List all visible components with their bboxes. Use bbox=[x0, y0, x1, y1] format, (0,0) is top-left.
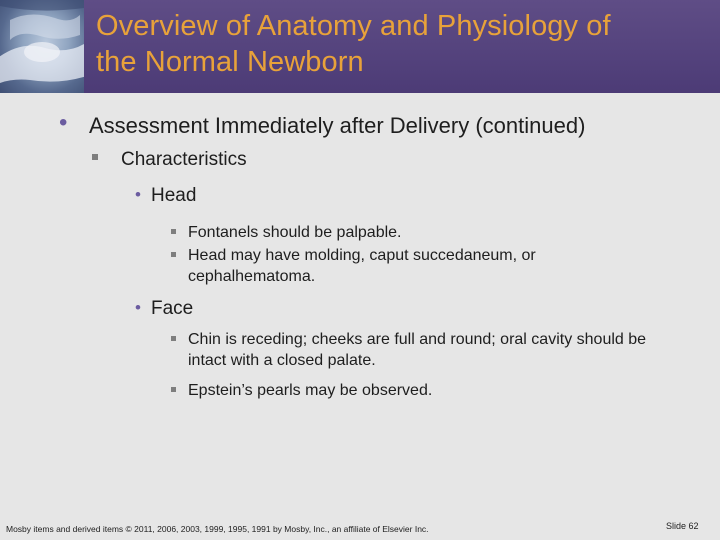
assessment-heading: Assessment Immediately after Delivery (continued) bbox=[89, 113, 586, 138]
title-line-1: Overview of Anatomy and Physiology of bbox=[96, 10, 611, 42]
head-item-2: Head may have molding, caput succedaneum, or cephalhematoma. bbox=[188, 247, 536, 285]
title-bar bbox=[0, 0, 720, 93]
square-bullet-icon bbox=[171, 252, 176, 257]
copyright-footer: Mosby items and derived items © 2011, 2006, 2003, 1999, 1995, 1991 by Mosby, Inc., an affiliate of Elsevier Inc. bbox=[6, 524, 429, 534]
square-bullet-icon bbox=[92, 154, 98, 160]
face-item-2: Epstein’s pearls may be observed. bbox=[188, 382, 433, 399]
newborn-hands-photo-icon bbox=[0, 0, 84, 93]
round-bullet-icon: • bbox=[59, 109, 68, 136]
face-item-1: Chin is receding; cheeks are full and round; oral cavity should be intact with a closed palate. bbox=[188, 331, 647, 369]
head-item-1: Fontanels should be palpable. bbox=[188, 224, 402, 241]
square-bullet-icon bbox=[171, 336, 176, 341]
characteristics-heading: Characteristics bbox=[121, 149, 247, 170]
face-label: Face bbox=[151, 298, 194, 319]
slide-number: Slide 62 bbox=[666, 521, 699, 531]
round-bullet-icon: • bbox=[135, 298, 141, 317]
square-bullet-icon bbox=[171, 229, 176, 234]
square-bullet-icon bbox=[171, 387, 176, 392]
page-title bbox=[96, 8, 716, 80]
head-label: Head bbox=[151, 185, 197, 206]
title-line-2: the Normal Newborn bbox=[96, 46, 364, 78]
round-bullet-icon: • bbox=[135, 185, 141, 204]
